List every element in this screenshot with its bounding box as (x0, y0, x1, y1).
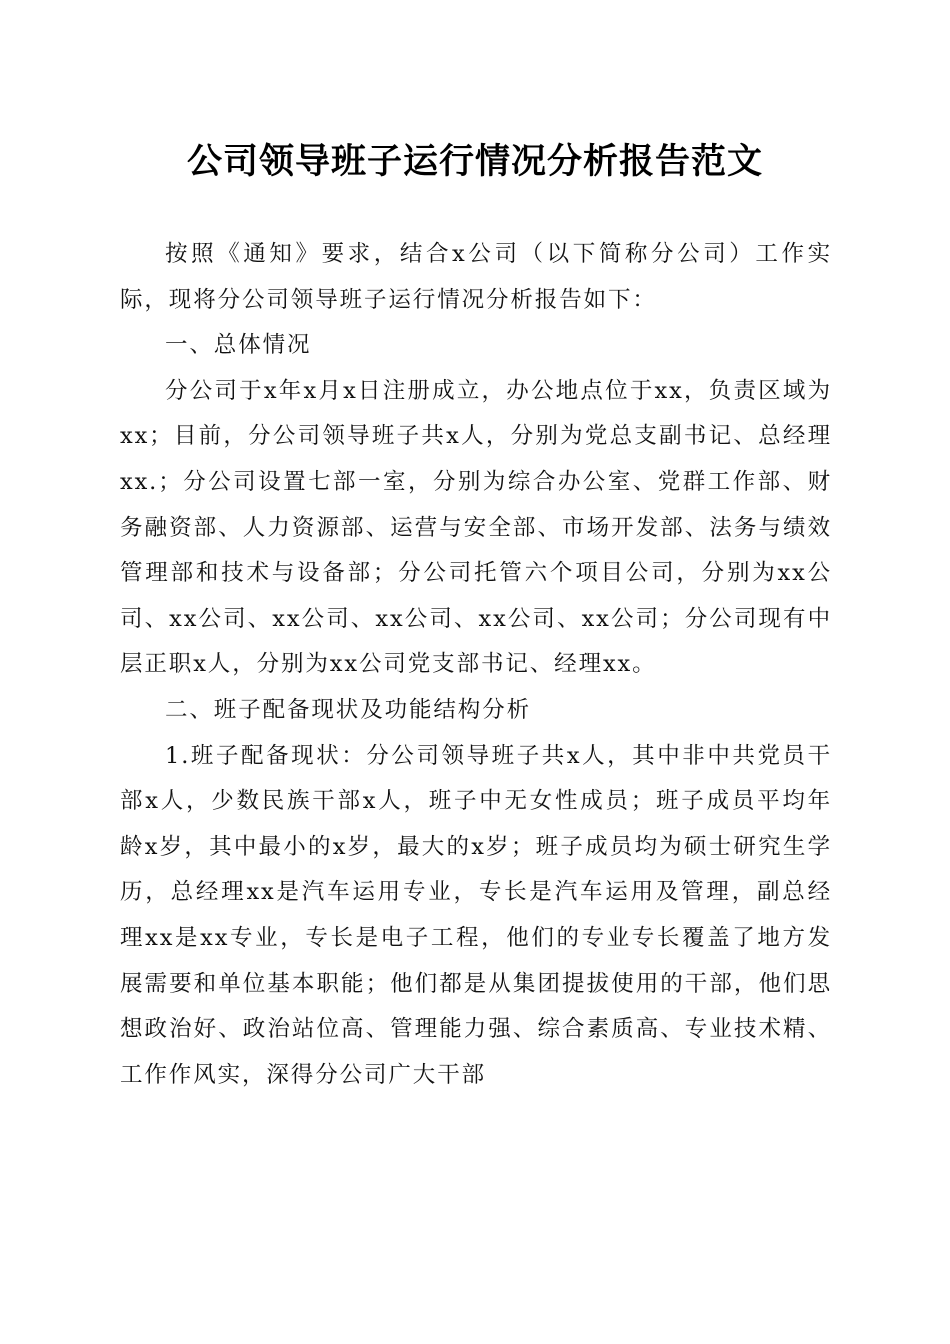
section-paragraph-team-analysis: 1.班子配备现状：分公司领导班子共x人，其中非中共党员干部x人，少数民族干部x人，班子中无女性成员；班子成员平均年龄x岁，其中最小的x岁，最大的x岁；班子成员均为硕士研究生学历，总经理xx是汽车运用专业，专长是汽车运用及管理，副总经理xx是xx专业，专长是电子工程，他们的专业专长覆盖了地方发展需要和单位基本职能；他们都是从集团提拔使用的干部，他们思想政治好、政治站位高、管理能力强、综合素质高、专业技术精、工作作风实，深得分公司广大干部 (120, 742, 832, 1088)
document-title: 公司领导班子运行情况分析报告范文 (186, 141, 763, 182)
section-heading-team-analysis: 二、班子配备现状及功能结构分析 (165, 696, 532, 723)
section-paragraph-overview: 分公司于x年x月x日注册成立，办公地点位于xx，负责区域为xx；目前，分公司领导班子共x人，分别为党总支副书记、总经理xx.；分公司设置七部一室，分别为综合办公室、党群工作部、财务融资部、人力资源部、运营与安全部、市场开发部、法务与绩效管理部和技术与设备部；分公司托管六个项目公司，分别为xx公司、xx公司、xx公司、xx公司、xx公司、xx公司；分公司现有中层正职x人，分别为xx公司党支部书记、经理xx。 (120, 377, 832, 678)
document-body (120, 232, 832, 1098)
intro-paragraph: 按照《通知》要求，结合x公司（以下简称分公司）工作实际，现将分公司领导班子运行情况分析报告如下： (120, 241, 832, 313)
section-heading-overview: 一、总体情况 (165, 332, 312, 359)
